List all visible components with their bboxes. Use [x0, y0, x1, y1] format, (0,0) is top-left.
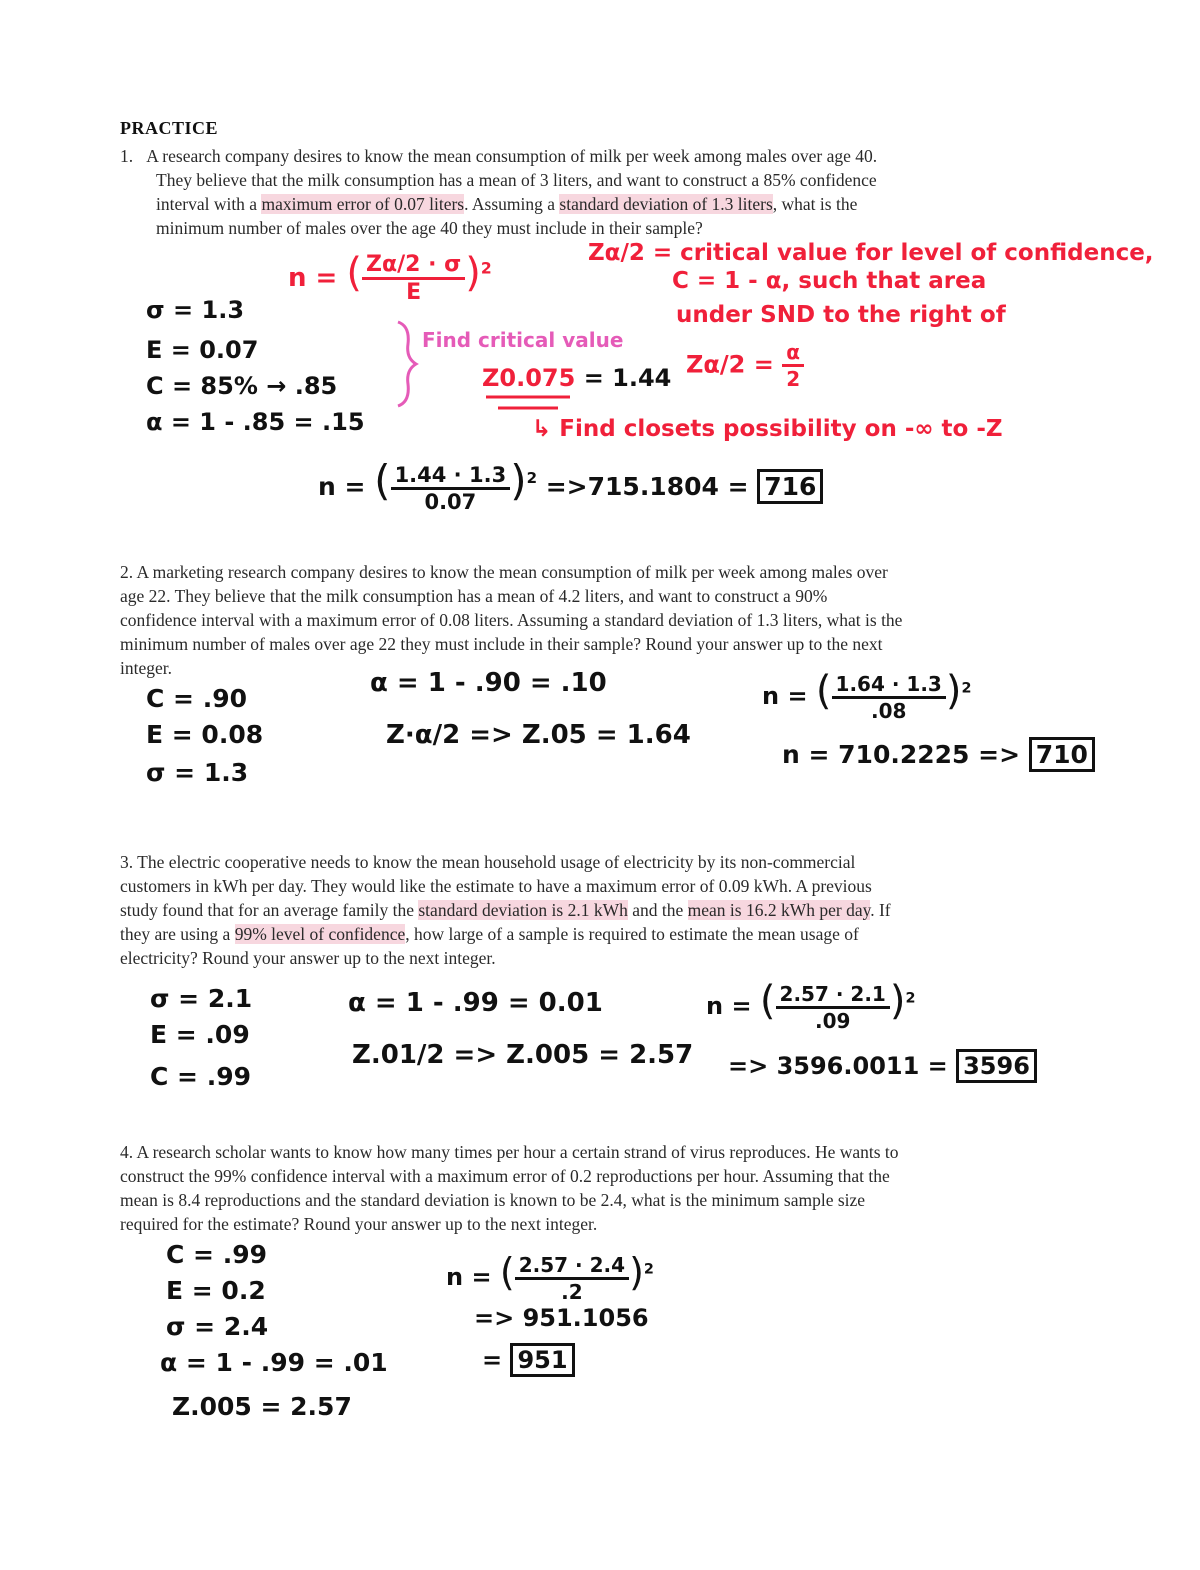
question-3-text	[120, 850, 1080, 970]
q4-result: => 951.1056	[474, 1304, 649, 1332]
q1-line-4: minimum number of males over the age 40 they must include in their sample?	[156, 218, 703, 238]
q3-sigma: σ = 2.1	[150, 984, 253, 1013]
q3-result: => 3596.0011 = 3596	[728, 1052, 1037, 1080]
q3-line-3: study found that for an average family the standard deviation is 2.1 kWh and the mean is 16.2 kWh per day. If	[120, 900, 891, 920]
q2-line-4: minimum number of males over age 22 they must include in their sample? Round your answer up to the next	[120, 634, 883, 654]
q2-sigma: σ = 1.3	[146, 758, 249, 787]
q3-line-1: 3. The electric cooperative needs to know the mean household usage of electricity by its non-commercial	[120, 852, 856, 872]
q4-confidence: C = .99	[166, 1240, 267, 1269]
highlight-std-dev-2: standard deviation is 2.1 kWh	[418, 900, 628, 920]
q4-line-4: required for the estimate? Round your answer up to the next integer.	[120, 1214, 598, 1234]
q4-alpha: α = 1 - .99 = .01	[160, 1348, 388, 1377]
q2-result: n = 710.2225 => 710	[782, 740, 1095, 769]
q1-number: 1.	[120, 146, 134, 166]
q1-z-critical: Z0.075 = 1.44	[482, 364, 672, 392]
q3-line-4: they are using a 99% level of confidence, how large of a sample is required to estimate the mean usage of	[120, 924, 859, 944]
question-1-text	[120, 144, 1080, 240]
q3-line-5: electricity? Round your answer up to the next integer.	[120, 948, 496, 968]
q1-under-snd: under SND to the right of	[676, 302, 1006, 328]
q2-line-3: confidence interval with a maximum error of 0.08 liters. Assuming a standard deviation of 1.3 liters, what is the	[120, 610, 903, 630]
q1-confidence: C = 85% → .85	[146, 372, 338, 400]
q1-double-underline	[484, 394, 574, 412]
q1-c-definition: C = 1 - α, such that area	[672, 268, 987, 294]
q1-sigma: σ = 1.3	[146, 296, 245, 324]
q1-answer-box: 716	[757, 469, 823, 504]
page-title: PRACTICE	[120, 118, 219, 138]
highlight-max-error: maximum error of 0.07 liters	[261, 194, 465, 214]
q3-error: E = .09	[150, 1020, 250, 1049]
q2-alpha: α = 1 - .90 = .10	[370, 668, 607, 698]
q4-line-1: 4. A research scholar wants to know how many times per hour a certain strand of virus reproduces. He wants to	[120, 1142, 899, 1162]
q2-confidence: C = .90	[146, 684, 247, 713]
q1-computation: n = ( $\frac{1.44 \cdot 1.3}{0.07}$ )$^2$ =>715.1804 = 716	[318, 456, 823, 514]
q1-alpha: α = 1 - .85 = .15	[146, 408, 365, 436]
q1-find-critical-value: Find critical value	[422, 328, 624, 352]
q1-line-2: They believe that the milk consumption has a mean of 3 liters, and want to construct a 85% confidence	[156, 170, 877, 190]
q2-formula: n = ( $\frac{1.64 \cdot 1.3}{.08}$ )$^2$	[762, 668, 972, 723]
q4-formula: n = ( $\frac{2.57 \cdot 2.4}{.2}$ )$^2$	[446, 1250, 654, 1304]
q3-formula: n = ( $\frac{2.57 \cdot 2.1}{.09}$ )$^2$	[706, 978, 916, 1033]
highlight-confidence: 99% level of confidence	[234, 924, 406, 944]
q4-sigma: σ = 2.4	[166, 1312, 269, 1341]
highlight-mean: mean is 16.2 kWh per day	[687, 900, 871, 920]
q3-confidence: C = .99	[150, 1062, 251, 1091]
q4-answer: = 951	[482, 1346, 575, 1374]
pink-brace	[392, 318, 422, 410]
highlight-std-dev: standard deviation of 1.3 liters	[559, 194, 773, 214]
q3-line-2: customers in kWh per day. They would like the estimate to have a maximum error of 0.09 kWh. A previous	[120, 876, 872, 896]
q4-error: E = 0.2	[166, 1276, 266, 1305]
q4-line-3: mean is 8.4 reproductions and the standard deviation is known to be 2.4, what is the minimum sample size	[120, 1190, 866, 1210]
q4-z: Z.005 = 2.57	[172, 1392, 352, 1421]
q1-z-definition: Zα/2 = critical value for level of confidence,	[588, 240, 1154, 266]
q2-answer-box: 710	[1029, 737, 1095, 772]
q3-z: Z.01/2 => Z.005 = 2.57	[352, 1040, 694, 1070]
q1-find-closest: ↳ Find closets possibility on -∞ to -Z	[532, 416, 1003, 442]
q4-line-2: construct the 99% confidence interval with a maximum error of 0.2 reproductions per hour. Assuming that the	[120, 1166, 890, 1186]
q4-answer-box: 951	[510, 1343, 574, 1377]
q2-error: E = 0.08	[146, 720, 264, 749]
q1-formula: n = ( $\frac{Z\alpha/2 \cdot \sigma}{E}$ )$^2$	[288, 250, 492, 305]
q3-answer-box: 3596	[956, 1049, 1037, 1083]
q2-line-1: 2. A marketing research company desires to know the mean consumption of milk per week among males over	[120, 562, 888, 582]
q2-line-5: integer.	[120, 658, 172, 678]
q1-z-alpha-half: Zα/2 = $\frac{\alpha}{2}$	[686, 340, 804, 391]
q1-line-3: interval with a maximum error of 0.07 liters. Assuming a standard deviation of 1.3 liters, what is the	[156, 194, 858, 214]
q1-line-1: 1. A research company desires to know the mean consumption of milk per week among males over age 40.	[120, 146, 878, 166]
question-4-text	[120, 1140, 1080, 1236]
q3-alpha: α = 1 - .99 = 0.01	[348, 988, 603, 1018]
question-2-text	[120, 560, 1080, 680]
q1-error: E = 0.07	[146, 336, 259, 364]
q2-line-2: age 22. They believe that the milk consumption has a mean of 4.2 liters, and want to construct a 90%	[120, 586, 828, 606]
q2-z: Z·α/2 => Z.05 = 1.64	[386, 720, 691, 750]
